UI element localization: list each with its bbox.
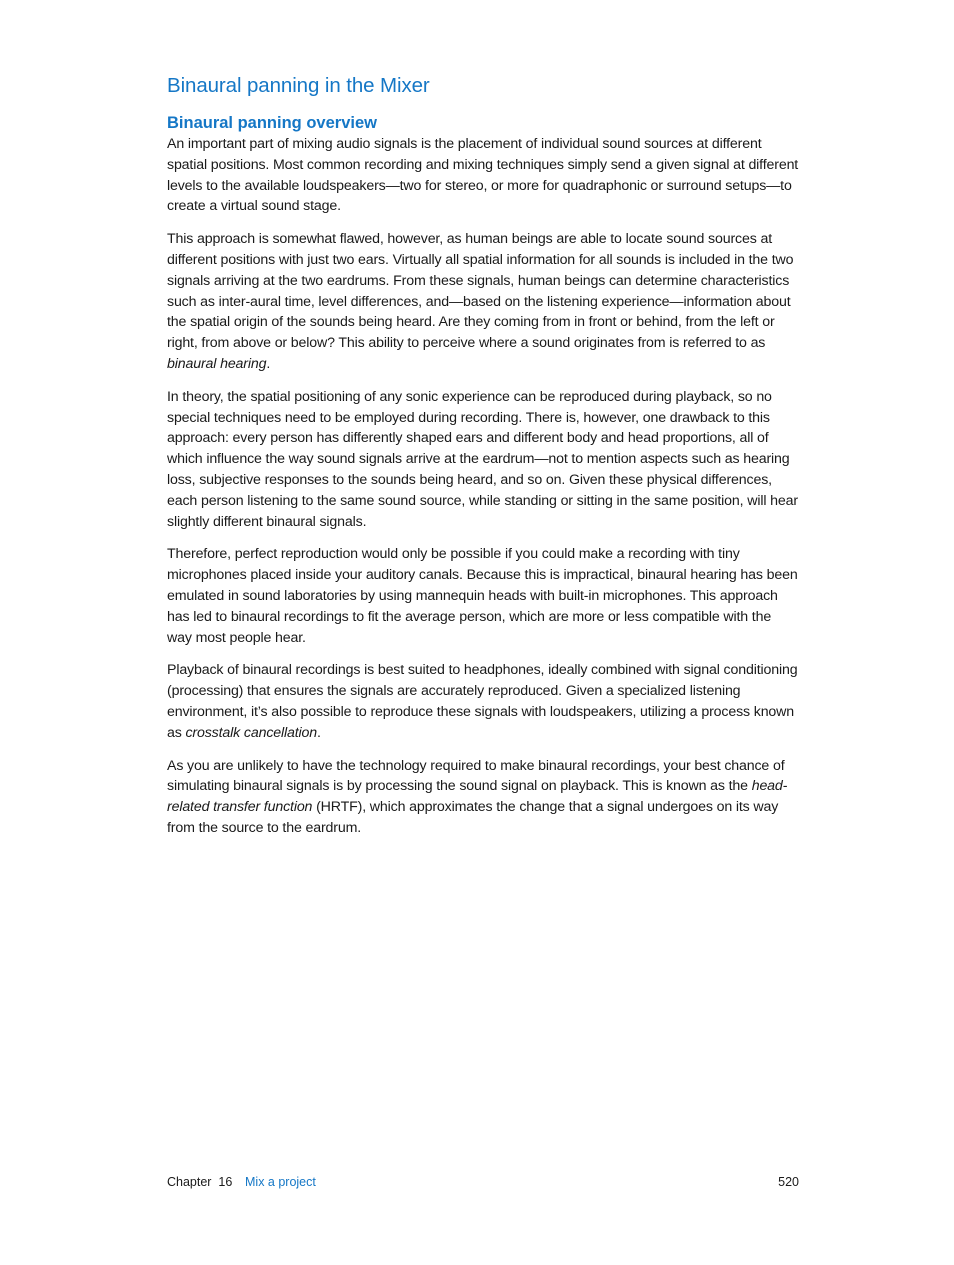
paragraph-2-text: This approach is somewhat flawed, however, as human beings are able to locate sound sources at different positions with just two ears. Virtually all spatial information for all sounds is included in the two signals arriving at the two eardrums. From these signals, human beings can determine characteristics such as inter-aural time, level differences, and—based on the listening experience—information about the spatial origin of the sounds being heard. Are they coming from in front or behind, from the left or right, from above or below? This ability to perceive where a sound originates from is referred to as	[167, 231, 794, 352]
term-binaural-hearing: binaural hearing	[167, 355, 267, 372]
section-heading: Binaural panning overview	[167, 114, 377, 132]
chapter-title-link[interactable]: Mix a project	[245, 1175, 316, 1189]
chapter-label: Chapter 16	[167, 1175, 233, 1189]
page-footer	[167, 1172, 799, 1192]
paragraph-5-end: .	[317, 724, 321, 741]
paragraph-6	[167, 756, 799, 839]
page-number: 520	[778, 1175, 799, 1189]
page-title: Binaural panning in the Mixer	[167, 74, 430, 97]
term-crosstalk-cancellation: crosstalk cancellation	[185, 724, 318, 741]
paragraph-2	[167, 229, 799, 375]
paragraph-6-text: As you are unlikely to have the technology required to make binaural recordings, your best chance of simulating binaural signals is by processing the sound signal on playback. This is known as the	[167, 757, 785, 795]
paragraph-5-text: Playback of binaural recordings is best suited to headphones, ideally combined with signal conditioning (processing) that ensures the signals are accurately reproduced. Given a specialized listening environment, it’s also possible to reproduce these signals with loudspeakers, utilizing a process known as	[167, 662, 798, 741]
paragraph-4: Therefore, perfect reproduction would only be possible if you could make a recording with tiny microphones placed inside your auditory canals. Because this is impractical, binaural hearing has been emulated in sound laboratories by using mannequin heads with built-in microphones. This approach has led to binaural recordings to fit the average person, which are more or less compatible with the way most people hear.	[167, 546, 798, 646]
term-hrtf: head-related transfer function	[167, 778, 788, 816]
paragraph-5	[167, 660, 799, 743]
paragraph-2-end: .	[266, 355, 271, 372]
paragraph-6-end: (HRTF), which approximates the change that a signal undergoes on its way from the source to the eardrum.	[167, 799, 779, 836]
paragraph-1: An important part of mixing audio signals is the placement of individual sound sources at different spatial positions. Most common recording and mixing techniques simply send a given signal at different levels to the available loudspeakers—two for stereo, or more for quadraphonic or surround setups—to create a virtual sound stage.	[167, 136, 799, 215]
paragraph-3: In theory, the spatial positioning of any sonic experience can be reproduced during playback, so no special techniques need to be employed during recording. There is, however, one drawback to this approach: every person has differently shaped ears and different body and head proportions, all of which influence the way sound signals arrive at the eardrum—not to mention aspects such as hearing loss, subjective responses to the sounds being heard, and so on. Given these physical differences, each person listening to the same sound source, while standing or sitting in the same position, will hear slightly different binaural signals.	[167, 388, 798, 530]
page-content	[167, 72, 799, 851]
